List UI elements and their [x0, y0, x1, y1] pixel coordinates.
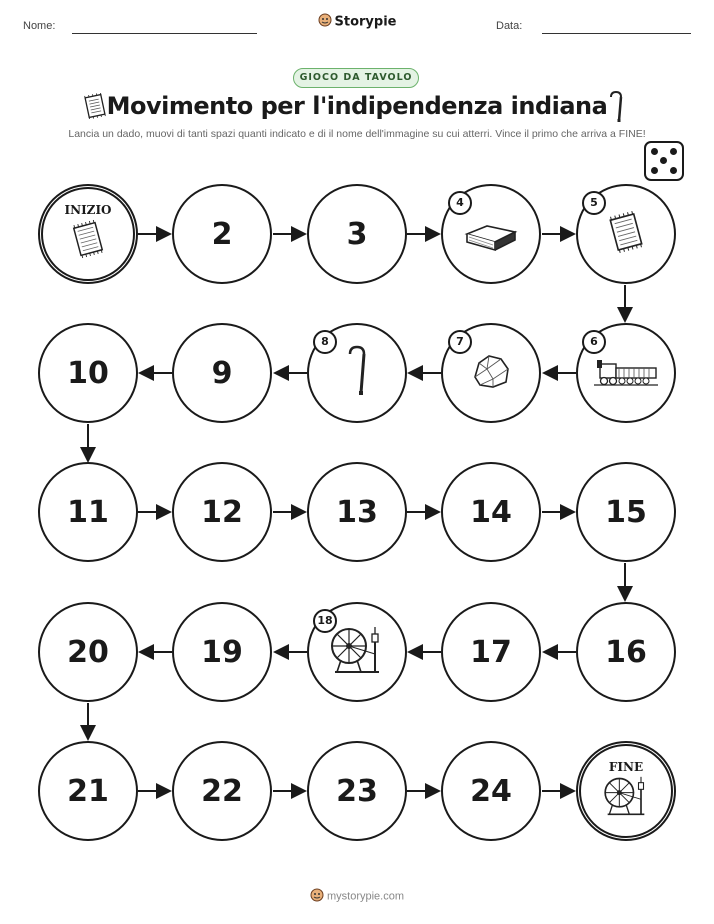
- cell-tag-4: 4: [448, 191, 472, 215]
- spinning-wheel-icon: [601, 774, 651, 822]
- finish-label: FINE: [608, 760, 644, 774]
- train-icon: [594, 354, 658, 392]
- board-cell-15[interactable]: [576, 462, 676, 562]
- cell-number: 23: [336, 773, 378, 809]
- board-cell-12[interactable]: [172, 462, 272, 562]
- cell-number: 19: [201, 634, 243, 670]
- board-cell-14[interactable]: [441, 462, 541, 562]
- board-cell-16[interactable]: [576, 602, 676, 702]
- cell-number: 22: [201, 773, 243, 809]
- cell-number: 20: [67, 634, 109, 670]
- name-label: Nome:: [23, 20, 56, 32]
- cell-number: 9: [211, 355, 233, 391]
- board-cell-22[interactable]: [172, 741, 272, 841]
- footer: [0, 888, 714, 905]
- cell-number: 24: [470, 773, 512, 809]
- board-cell-21[interactable]: [38, 741, 138, 841]
- instructions: Lancia un dado, muovi di tanti spazi quanti indicato e di il nome dell'immagine su cui atterri. Vince il primo che arriva a FINE!: [68, 128, 646, 140]
- cell-number: 21: [67, 773, 109, 809]
- cell-tag-8: 8: [313, 330, 337, 354]
- cell-tag-5: 5: [582, 191, 606, 215]
- board-cell-2[interactable]: [172, 184, 272, 284]
- board-cell-3[interactable]: [307, 184, 407, 284]
- rug-icon: [68, 219, 108, 263]
- board-cell-17[interactable]: [441, 602, 541, 702]
- board-cell-20[interactable]: [38, 602, 138, 702]
- spinning-wheel-icon: [327, 624, 387, 680]
- board-cell-13[interactable]: [307, 462, 407, 562]
- walking-stick-icon: [346, 345, 368, 401]
- cell-number: 16: [605, 634, 647, 670]
- board-cell-19[interactable]: [172, 602, 272, 702]
- category-badge: GIOCO DA TAVOLO: [293, 68, 419, 88]
- board-cell-10[interactable]: [38, 323, 138, 423]
- cell-number: 17: [470, 634, 512, 670]
- cell-number: 14: [470, 494, 512, 530]
- cell-number: 10: [67, 355, 109, 391]
- cell-number: 12: [201, 494, 243, 530]
- book-icon: [463, 212, 519, 256]
- cell-number: 2: [211, 216, 233, 252]
- cell-tag-18: 18: [313, 609, 337, 633]
- cell-number: 11: [67, 494, 109, 530]
- rug-icon: [604, 210, 648, 258]
- date-label: Data:: [496, 20, 523, 32]
- cell-number: 15: [605, 494, 647, 530]
- board-cell-23[interactable]: [307, 741, 407, 841]
- cell-tag-7: 7: [448, 330, 472, 354]
- cell-number: 3: [346, 216, 368, 252]
- cell-tag-6: 6: [582, 330, 606, 354]
- board-cell-11[interactable]: [38, 462, 138, 562]
- board-cell-9[interactable]: [172, 323, 272, 423]
- board-cell-24[interactable]: [441, 741, 541, 841]
- board-cell-finish[interactable]: [576, 741, 676, 841]
- page-title: Movimento per l'indipendenza indiana: [106, 92, 608, 120]
- cell-number: 13: [336, 494, 378, 530]
- board-cell-start[interactable]: [38, 184, 138, 284]
- storypie-logo-icon: [310, 888, 324, 905]
- salt-rock-icon: [469, 351, 513, 395]
- footer-url[interactable]: mystorypie.com: [326, 890, 405, 903]
- brand-name: Storypie: [334, 14, 397, 30]
- start-label: INIZIO: [64, 203, 112, 217]
